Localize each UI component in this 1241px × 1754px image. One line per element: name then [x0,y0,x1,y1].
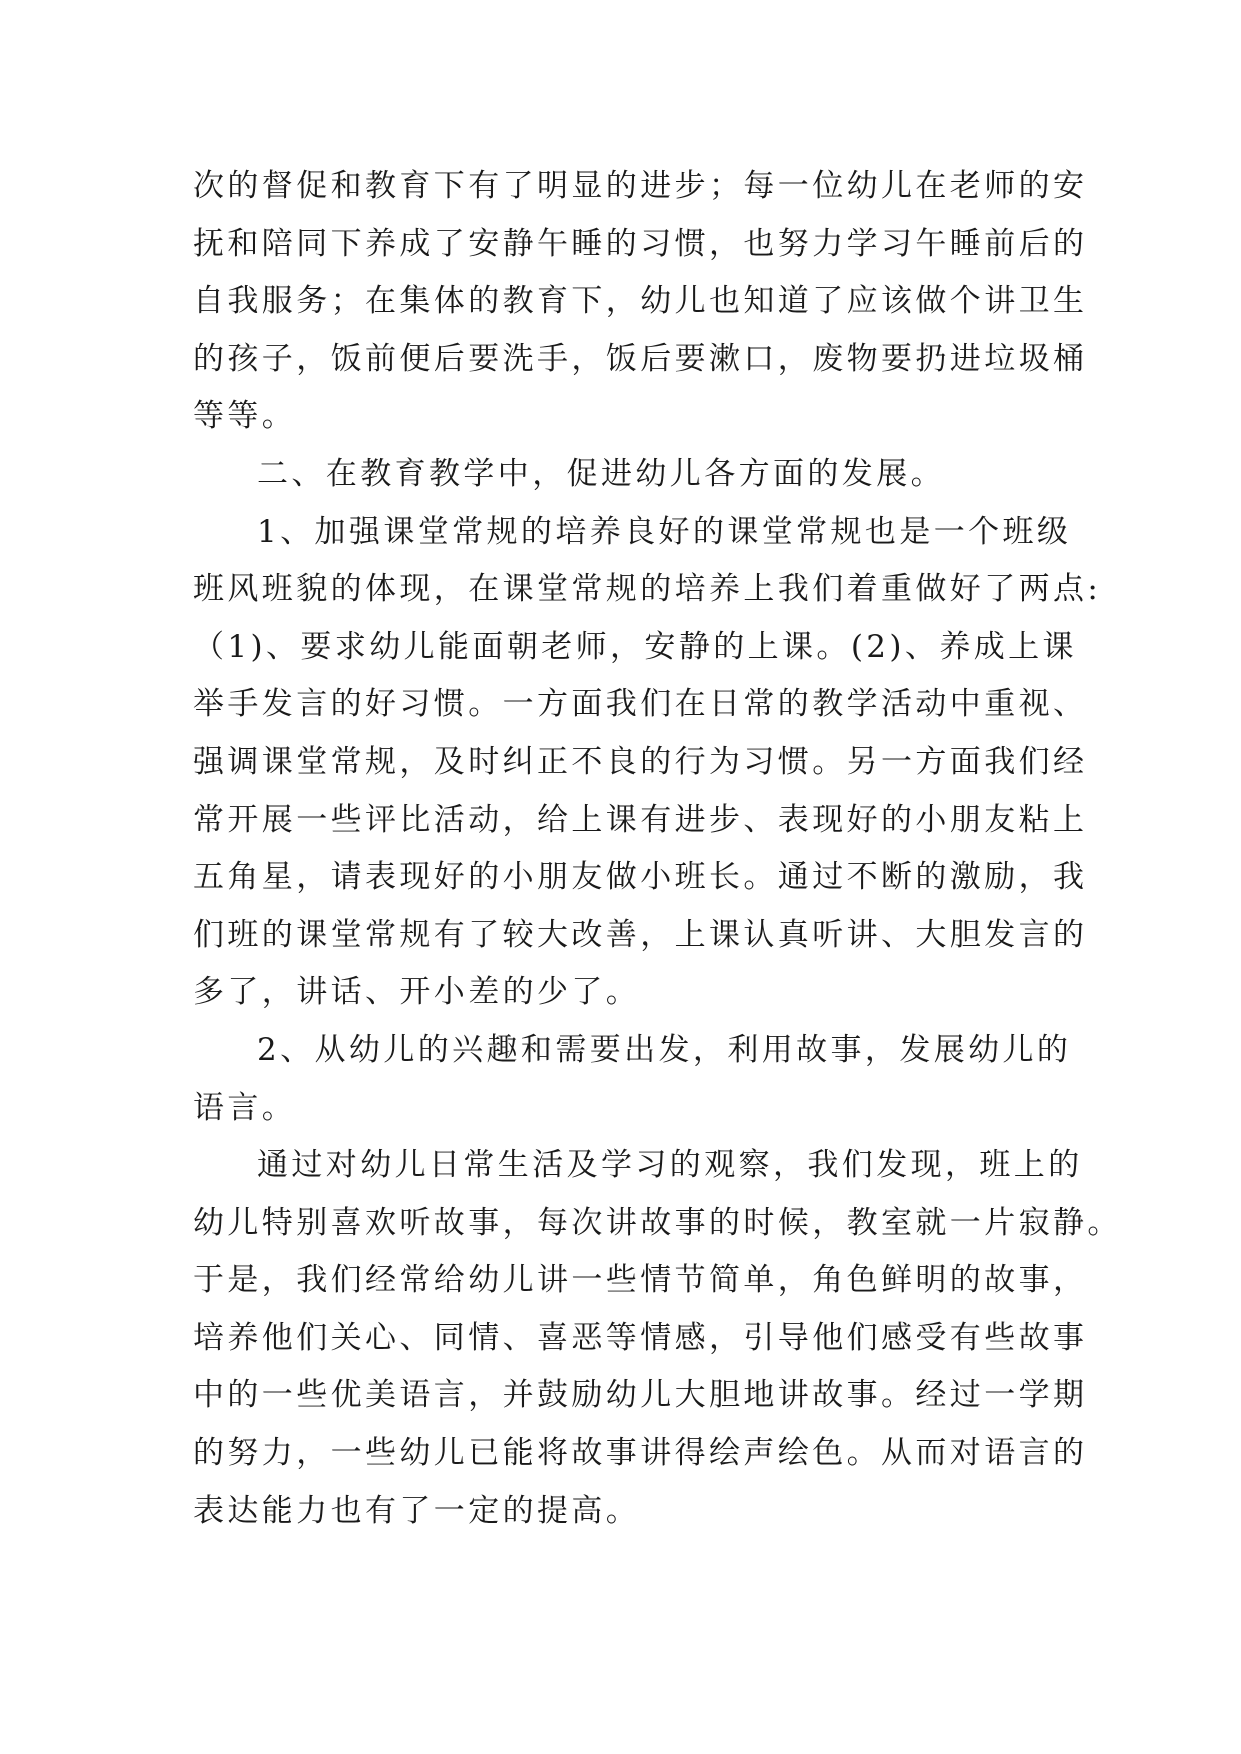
text-line: 的努力，一些幼儿已能将故事讲得绘声绘色。从而对语言的 [193,1435,1088,1472]
text-line: 中的一些优美语言，并鼓励幼儿大胆地讲故事。经过一学期 [193,1377,1088,1414]
text-line: 语言。 [193,1089,297,1126]
section-heading: 二、在教育教学中，促进幼儿各方面的发展。 [257,455,945,492]
text-line: 培养他们关心、同情、喜恶等情感，引导他们感受有些故事 [193,1319,1088,1356]
text-line: 多了，讲话、开小差的少了。 [193,974,641,1011]
text-line: 幼儿特别喜欢听故事，每次讲故事的时候，教室就一片寂静。 [193,1204,1122,1241]
text-line: 抚和陪同下养成了安静午睡的习惯，也努力学习午睡前后的 [193,225,1088,262]
body-text [193,158,1122,1540]
text-line: 五角星，请表现好的小朋友做小班长。通过不断的激励，我 [193,859,1088,896]
text-line: 表达能力也有了一定的提高。 [193,1492,641,1529]
text-line: 们班的课堂常规有了较大改善，上课认真听讲、大胆发言的 [193,916,1088,953]
text-line: 等等。 [193,398,297,435]
text-line: 2、从幼儿的兴趣和需要出发，利用故事，发展幼儿的 [257,1031,1072,1068]
text-line: 的孩子，饭前便后要洗手，饭后要漱口，废物要扔进垃圾桶 [193,340,1088,377]
text-line: 次的督促和教育下有了明显的进步；每一位幼儿在老师的安 [193,168,1088,204]
text-line: 自我服务；在集体的教育下，幼儿也知道了应该做个讲卫生 [193,283,1088,320]
text-line: 1、加强课堂常规的培养良好的课堂常规也是一个班级 [257,513,1072,550]
text-line: 班风班貌的体现，在课堂常规的培养上我们着重做好了两点: [193,571,1102,608]
text-line: 常开展一些评比活动，给上课有进步、表现好的小朋友粘上 [193,801,1088,838]
text-line: 举手发言的好习惯。一方面我们在日常的教学活动中重视、 [193,686,1088,723]
text-line: 通过对幼儿日常生活及学习的观察，我们发现，班上的 [257,1147,1083,1184]
text-line: （1)、要求幼儿能面朝老师，安静的上课。(2)、养成上课 [193,628,1077,665]
text-line: 于是，我们经常给幼儿讲一些情节简单，角色鲜明的故事， [193,1262,1088,1299]
text-line: 强调课堂常规，及时纠正不良的行为习惯。另一方面我们经 [193,743,1088,780]
